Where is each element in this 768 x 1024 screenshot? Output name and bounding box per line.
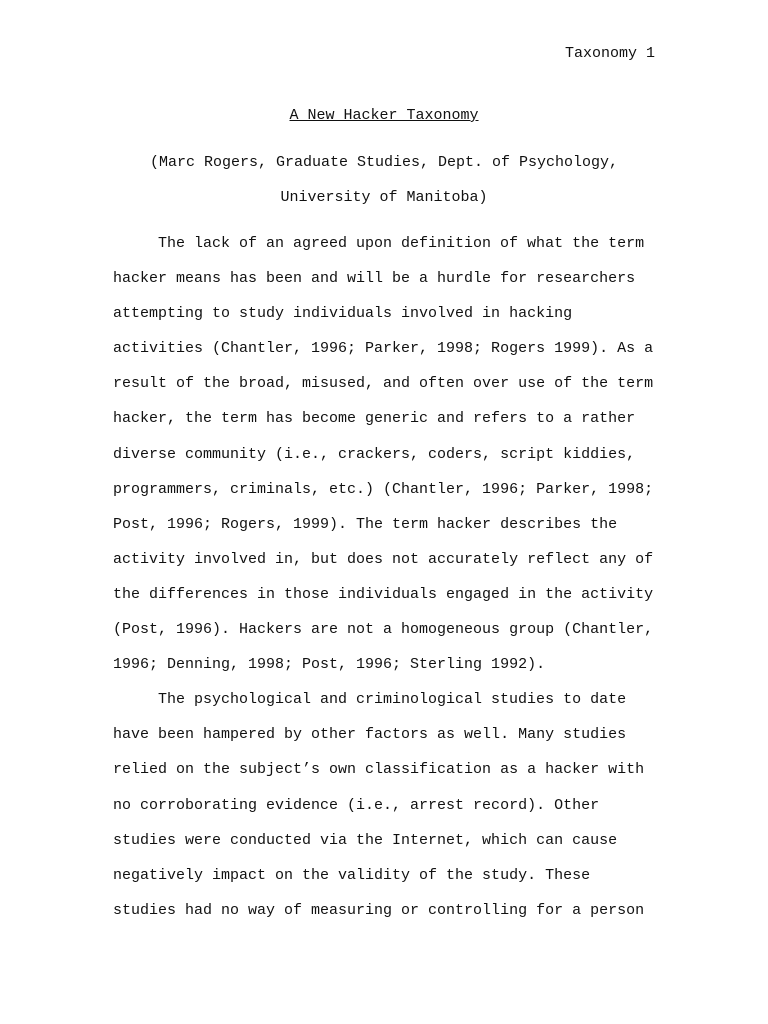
text-line: 1996; Denning, 1998; Post, 1996; Sterling 1992). xyxy=(113,656,546,674)
text-line: have been hampered by other factors as well. Many studies xyxy=(113,726,627,744)
body-text xyxy=(113,226,656,928)
text-line: Post, 1996; Rogers, 1999). The term hacker describes the xyxy=(113,515,618,533)
text-line: activity involved in, but does not accurately reflect any of xyxy=(113,550,654,568)
paper-title: A New Hacker Taxonomy xyxy=(289,107,479,124)
text-line: studies had no way of measuring or controlling for a person xyxy=(113,901,645,919)
text-line: studies were conducted via the Internet, which can cause xyxy=(113,831,618,849)
text-line: The lack of an agreed upon definition of what the term xyxy=(158,235,645,252)
affiliation-line: University of Manitoba) xyxy=(280,189,488,206)
text-line: diverse community (i.e., crackers, coders, script kiddies, xyxy=(113,445,636,463)
paragraph xyxy=(113,226,656,682)
author-line: (Marc Rogers, Graduate Studies, Dept. of Psychology, xyxy=(149,154,619,171)
text-line: activities (Chantler, 1996; Parker, 1998; Rogers 1999). As a xyxy=(113,340,654,358)
text-line: relied on the subject’s own classification as a hacker with xyxy=(113,761,645,779)
author-affiliation xyxy=(0,145,768,215)
text-line: the differences in those individuals engaged in the activity xyxy=(113,585,654,603)
text-line: hacker means has been and will be a hurdle for researchers xyxy=(113,270,636,288)
text-line: attempting to study individuals involved in hacking xyxy=(113,305,573,323)
text-line: programmers, criminals, etc.) (Chantler, 1996; Parker, 1998; xyxy=(113,480,654,498)
text-line: hacker, the term has become generic and refers to a rather xyxy=(113,410,636,428)
running-header: Taxonomy 1 xyxy=(564,45,655,62)
text-line: no corroborating evidence (i.e., arrest record). Other xyxy=(113,796,600,814)
text-line: result of the broad, misused, and often over use of the term xyxy=(113,375,654,393)
text-line: The psychological and criminological studies to date xyxy=(158,691,627,709)
text-line: (Post, 1996). Hackers are not a homogeneous group (Chantler, xyxy=(113,621,654,639)
paragraph xyxy=(113,682,656,928)
text-line: negatively impact on the validity of the study. These xyxy=(113,866,591,884)
